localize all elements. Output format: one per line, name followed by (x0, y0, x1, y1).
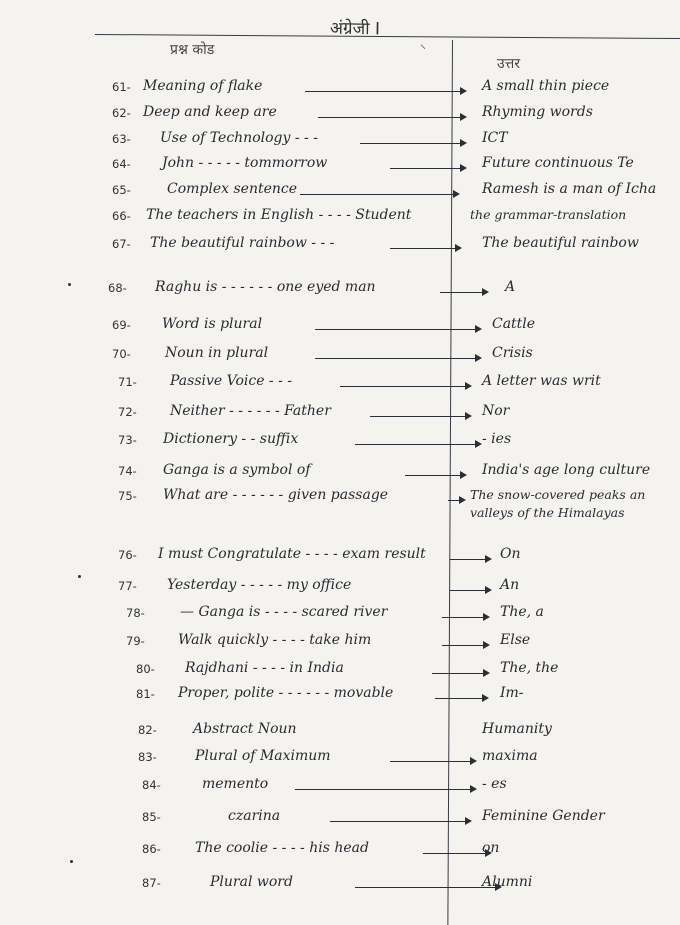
arrow-icon (448, 500, 464, 501)
answer-text: Alumni (482, 874, 533, 890)
question-text: Plural of Maximum (195, 748, 331, 764)
list-item (0, 632, 680, 658)
arrow-icon (360, 143, 465, 144)
top-rule (95, 34, 680, 39)
question-number: 76- (118, 548, 137, 562)
answer-text: A letter was writ (482, 373, 601, 389)
question-text: The beautiful rainbow - - - (150, 235, 335, 251)
question-text: Ganga is a symbol of (163, 462, 311, 478)
list-item (0, 874, 680, 900)
answer-text: On (500, 546, 521, 562)
answer-text: the grammar-translation (470, 207, 627, 222)
question-text: Walk quickly - - - - take him (178, 632, 372, 648)
arrow-icon (405, 475, 465, 476)
answer-text: The beautiful rainbow (482, 235, 639, 251)
question-text: What are - - - - - - given passage (163, 487, 389, 503)
list-item (0, 181, 680, 207)
arrow-icon (390, 168, 465, 169)
question-number: 86- (142, 842, 161, 856)
page-title: अंग्रेजी I (329, 18, 381, 40)
list-item (0, 279, 680, 305)
answer-text: - ies (482, 431, 512, 447)
question-text: — Ganga is - - - - scared river (180, 604, 388, 620)
arrow-icon (370, 416, 470, 417)
list-item (0, 104, 680, 130)
question-number: 77- (118, 579, 137, 593)
answer-text: A small thin piece (482, 78, 610, 94)
arrow-icon (318, 117, 465, 118)
list-item (0, 808, 680, 834)
arrow-icon (295, 789, 475, 790)
question-text: John - - - - - tommorrow (162, 155, 328, 171)
arrow-icon (442, 617, 488, 618)
arrow-icon (435, 698, 487, 699)
question-number: 87- (142, 876, 161, 890)
answer-text: The snow-covered peaks an (470, 487, 646, 502)
answer-text: The, a (500, 604, 544, 620)
list-item (0, 130, 680, 156)
arrow-icon (450, 559, 490, 560)
answer-text: An (500, 577, 520, 593)
question-number: 61- (112, 80, 131, 94)
list-item (0, 840, 680, 866)
answer-text: Else (500, 632, 531, 648)
answer-text: - es (482, 776, 507, 792)
list-item (0, 776, 680, 802)
answer-text: Cattle (492, 316, 536, 332)
arrow-icon (450, 590, 490, 591)
list-item (0, 748, 680, 774)
question-number: 62- (112, 106, 131, 120)
question-text: Complex sentence (167, 181, 298, 197)
list-item (0, 431, 680, 457)
list-item (0, 685, 680, 711)
arrow-icon (390, 248, 460, 249)
question-number: 69- (112, 318, 131, 332)
question-text: czarina (228, 808, 281, 824)
question-number: 75- (118, 489, 137, 503)
question-text: Noun in plural (165, 345, 269, 361)
list-item (0, 403, 680, 429)
list-item (0, 78, 680, 104)
question-text: Rajdhani - - - - in India (185, 660, 344, 676)
answer-text: Nor (482, 403, 510, 419)
list-item (0, 345, 680, 371)
question-number: 83- (138, 750, 157, 764)
arrow-icon (432, 673, 488, 674)
arrow-icon (330, 821, 470, 822)
arrow-icon (440, 292, 487, 293)
arrow-icon (355, 887, 500, 888)
question-text: Passive Voice - - - (170, 373, 293, 389)
tick-mark: ⸌ (420, 42, 427, 56)
answer-text: A (505, 279, 516, 295)
arrow-icon (315, 329, 480, 330)
arrow-icon (300, 194, 458, 195)
question-text: I must Congratulate - - - - exam result (158, 546, 426, 562)
list-item (0, 487, 680, 520)
question-number: 73- (118, 433, 137, 447)
answer-text: on (482, 840, 500, 856)
question-text: Neither - - - - - - Father (170, 403, 331, 419)
list-item (0, 373, 680, 399)
question-number: 72- (118, 405, 137, 419)
question-number: 80- (136, 662, 155, 676)
answer-text: maxima (482, 748, 538, 764)
answer-text: The, the (500, 660, 559, 676)
question-number: 81- (136, 687, 155, 701)
question-number: 74- (118, 464, 137, 478)
question-text: Plural word (210, 874, 293, 890)
question-text: Dictionery - - suffix (163, 431, 299, 447)
question-number: 78- (126, 606, 145, 620)
answer-column-heading: उत्तर (497, 56, 521, 72)
question-number: 68- (108, 281, 127, 295)
question-text: Deep and keep are (143, 104, 277, 120)
question-text: Abstract Noun (193, 721, 297, 737)
list-item (0, 577, 680, 603)
question-text: The coolie - - - - his head (195, 840, 369, 856)
list-item (0, 316, 680, 342)
answer-text: Ramesh is a man of Icha (482, 181, 657, 197)
question-number: 63- (112, 132, 131, 146)
question-number: 79- (126, 634, 145, 648)
list-item (0, 721, 680, 747)
answer-text: Im- (500, 685, 524, 701)
answer-text: Rhyming words (482, 104, 593, 120)
question-number: 71- (118, 375, 137, 389)
question-number: 70- (112, 347, 131, 361)
question-number: 65- (112, 183, 131, 197)
question-text: Proper, polite - - - - - - movable (178, 685, 394, 701)
list-item (0, 660, 680, 686)
arrow-icon (355, 444, 480, 445)
answer-text-continued: valleys of the Himalayas (470, 505, 625, 520)
arrow-icon (442, 645, 488, 646)
question-text: Yesterday - - - - - my office (167, 577, 352, 593)
question-text: Word is plural (162, 316, 263, 332)
answer-text: Future continuous Te (482, 155, 634, 171)
question-number: 64- (112, 157, 131, 171)
list-item (0, 546, 680, 572)
question-text: Raghu is - - - - - - one eyed man (155, 279, 376, 295)
list-item (0, 604, 680, 630)
arrow-icon (340, 386, 470, 387)
list-item (0, 155, 680, 181)
question-number: 84- (142, 778, 161, 792)
question-text: Use of Technology - - - (160, 130, 318, 146)
list-item (0, 462, 680, 488)
answer-text: ICT (482, 130, 508, 146)
arrow-icon (315, 358, 480, 359)
question-text: Meaning of flake (143, 78, 263, 94)
answer-text: Crisis (492, 345, 533, 361)
answer-text: Humanity (482, 721, 552, 737)
list-item (0, 207, 680, 233)
question-number: 67- (112, 237, 131, 251)
question-text: The teachers in English - - - - Student (146, 207, 412, 223)
question-number: 82- (138, 723, 157, 737)
answer-text: India's age long culture (482, 462, 651, 478)
arrow-icon (423, 853, 490, 854)
question-number: 66- (112, 209, 131, 223)
question-number: 85- (142, 810, 161, 824)
arrow-icon (390, 761, 475, 762)
question-text: memento (202, 776, 269, 792)
arrow-icon (305, 91, 465, 92)
answer-text: Feminine Gender (482, 808, 605, 824)
question-column-heading: प्रश्न कोड (170, 42, 215, 58)
list-item (0, 235, 680, 261)
